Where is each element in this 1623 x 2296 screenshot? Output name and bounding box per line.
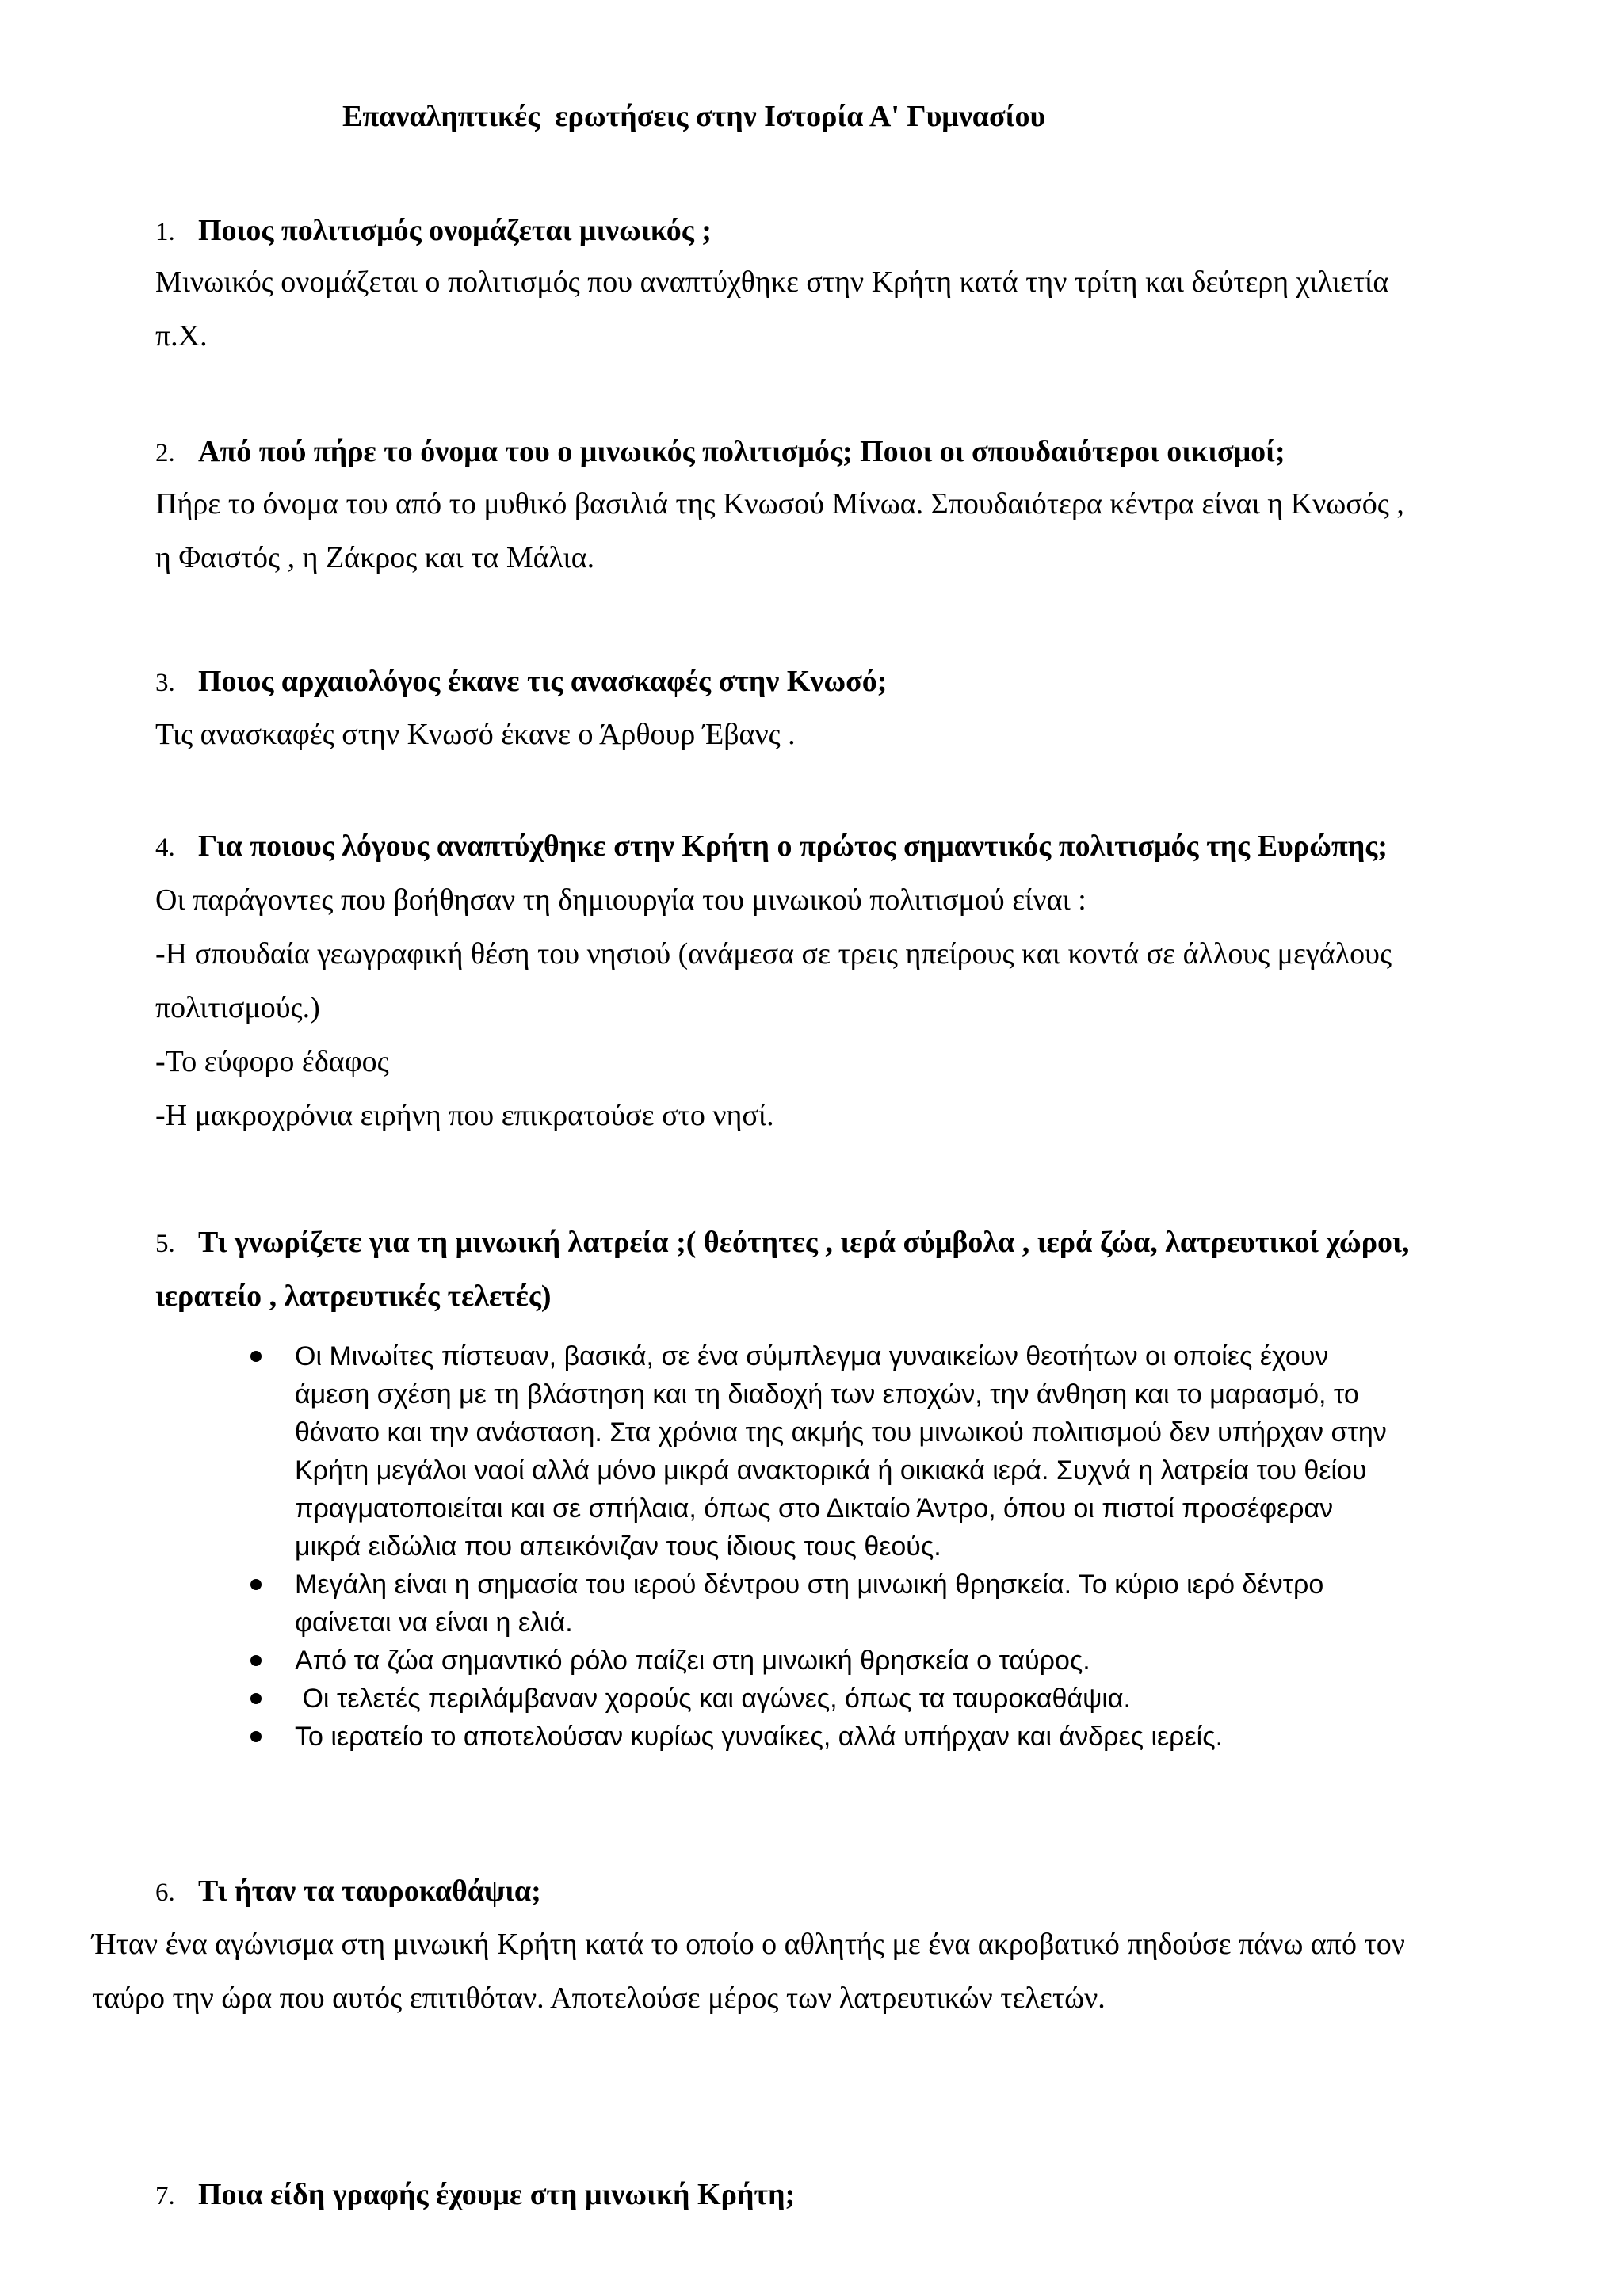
bullet-icon (250, 1693, 262, 1704)
answer-line: πολιτισμούς.) (155, 991, 320, 1024)
question-number: 1. (155, 218, 175, 246)
question-text: Τι γνωρίζετε για τη μινωική λατρεία ;( θεότητες , ιερά σύμβολα , ιερά ζώα, λατρευτικοί χώροι, (198, 1226, 1410, 1259)
list-item-text (295, 1642, 1534, 1680)
answer-line: Πήρε το όνομα του από το μυθικό βασιλιά της Κνωσού Μίνωα. Σπουδαιότερα κέντρα είναι η Κνωσός , (155, 487, 1404, 521)
list-item-line: φαίνεται να είναι η ελιά. (295, 1608, 573, 1638)
list-item-text (295, 1566, 1534, 1642)
question-number: 7. (155, 2182, 175, 2210)
list-item-line: Οι τελετές περιλάμβαναν χορούς και αγώνες, όπως τα ταυροκαθάψια. (295, 1684, 1131, 1714)
list-item-text (295, 1337, 1534, 1566)
answer-line: -Η σπουδαία γεωγραφική θέση του νησιού (ανάμεσα σε τρεις ηπείρους και κοντά σε άλλους μεγάλους (155, 937, 1392, 971)
list-item-line: Οι Μινωίτες πίστευαν, βασικά, σε ένα σύμπλεγμα γυναικείων θεοτήτων οι οποίες έχουν (295, 1341, 1329, 1371)
question-5 (155, 1222, 1409, 1264)
question-text: Ποιος αρχαιολόγος έκανε τις ανασκαφές στην Κνωσό; (198, 665, 888, 698)
list-item-text (295, 1680, 1534, 1718)
question-text: Τι ήταν τα ταυροκαθάψια; (198, 1875, 541, 1908)
document-title: Επαναληπτικές ερωτήσεις στην Ιστορία Α' Γυμνασίου (342, 100, 1046, 133)
list-item-line: άμεση σχέση με τη βλάστηση και τη διαδοχή των εποχών, την άνθηση και το μαρασμό, το (295, 1379, 1359, 1409)
question-text: ιερατείο , λατρευτικές τελετές) (155, 1280, 552, 1313)
answer-6 (92, 1917, 1542, 2025)
question-text: Ποιος πολιτισμός ονομάζεται μινωικός ; (198, 214, 712, 247)
answer-line: π.Χ. (155, 319, 208, 353)
answer-2 (155, 477, 1534, 585)
answer-3 (155, 707, 1534, 761)
answer-line: ταύρο την ώρα που αυτός επιτιθόταν. Αποτελούσε μέρος των λατρευτικών τελετών. (92, 1981, 1106, 2015)
question-text: Από πού πήρε το όνομα του ο μινωικός πολιτισμός; Ποιοι οι σπουδαιότεροι οικισμοί; (198, 435, 1285, 468)
question-number: 5. (155, 1230, 175, 1258)
list-item (250, 1642, 1534, 1680)
question-2 (155, 432, 1285, 473)
answer-line: Τις ανασκαφές στην Κνωσό έκανε ο Άρθουρ Έβανς . (155, 718, 796, 751)
question-text: Ποια είδη γραφής έχουμε στη μινωική Κρήτη; (198, 2178, 796, 2211)
list-item-line: Μεγάλη είναι η σημασία του ιερού δέντρου στη μινωική θρησκεία. Το κύριο ιερό δέντρο (295, 1569, 1324, 1600)
list-item-line: θάνατο και την ανάσταση. Στα χρόνια της ακμής του μινωικού πολιτισμού δεν υπήρχαν στην (295, 1417, 1387, 1447)
bullet-icon (250, 1655, 262, 1666)
question-5-continuation (155, 1276, 552, 1316)
answer-4 (155, 873, 1534, 1142)
list-item (250, 1337, 1534, 1566)
list-item (250, 1680, 1534, 1718)
answer-line: -Το εύφορο έδαφος (155, 1045, 389, 1078)
answer-line: Ήταν ένα αγώνισμα στη μινωική Κρήτη κατά το οποίο ο αθλητής με ένα ακροβατικό πηδούσε πάνω από τον (92, 1928, 1405, 1961)
question-7 (155, 2175, 795, 2216)
answer-line: Οι παράγοντες που βοήθησαν τη δημιουργία του μινωικού πολιτισμού είναι : (155, 883, 1086, 917)
question-1 (155, 211, 712, 252)
question-text: Για ποιους λόγους αναπτύχθηκε στην Κρήτη ο πρώτος σημαντικός πολιτισμός της Ευρώπης; (198, 830, 1388, 863)
bullet-list (250, 1337, 1534, 1756)
answer-line: Μινωικός ονομάζεται ο πολιτισμός που αναπτύχθηκε στην Κρήτη κατά την τρίτη και δεύτερη χιλιετία (155, 265, 1389, 299)
question-number: 6. (155, 1878, 175, 1907)
bullet-icon (250, 1351, 262, 1362)
list-item-line: Κρήτη μεγάλοι ναοί αλλά μόνο μικρά ανακτορικά ή οικιακά ιερά. Συχνά η λατρεία του θείου (295, 1455, 1367, 1486)
bullet-icon (250, 1731, 262, 1742)
question-4 (155, 826, 1388, 868)
question-6 (155, 1871, 541, 1913)
list-item-text (295, 1718, 1534, 1756)
list-item (250, 1566, 1534, 1642)
bullet-icon (250, 1579, 262, 1590)
answer-line: η Φαιστός , η Ζάκρος και τα Μάλια. (155, 541, 595, 574)
question-3 (155, 662, 887, 703)
question-number: 2. (155, 439, 175, 467)
question-number: 4. (155, 833, 175, 862)
list-item-line: Από τα ζώα σημαντικό ρόλο παίζει στη μινωική θρησκεία ο ταύρος. (295, 1646, 1090, 1676)
list-item-line: Το ιερατείο το αποτελούσαν κυρίως γυναίκες, αλλά υπήρχαν και άνδρες ιερείς. (295, 1722, 1224, 1752)
list-item (250, 1718, 1534, 1756)
answer-line: -Η μακροχρόνια ειρήνη που επικρατούσε στο νησί. (155, 1099, 774, 1132)
list-item-line: μικρά ειδώλια που απεικόνιζαν τους ίδιους τους θεούς. (295, 1531, 941, 1562)
question-number: 3. (155, 669, 175, 697)
answer-1 (155, 255, 1534, 363)
list-item-line: πραγματοποιείται και σε σπήλαια, όπως στο Δικταίο Άντρο, όπου οι πιστοί προσέφεραν (295, 1493, 1334, 1524)
